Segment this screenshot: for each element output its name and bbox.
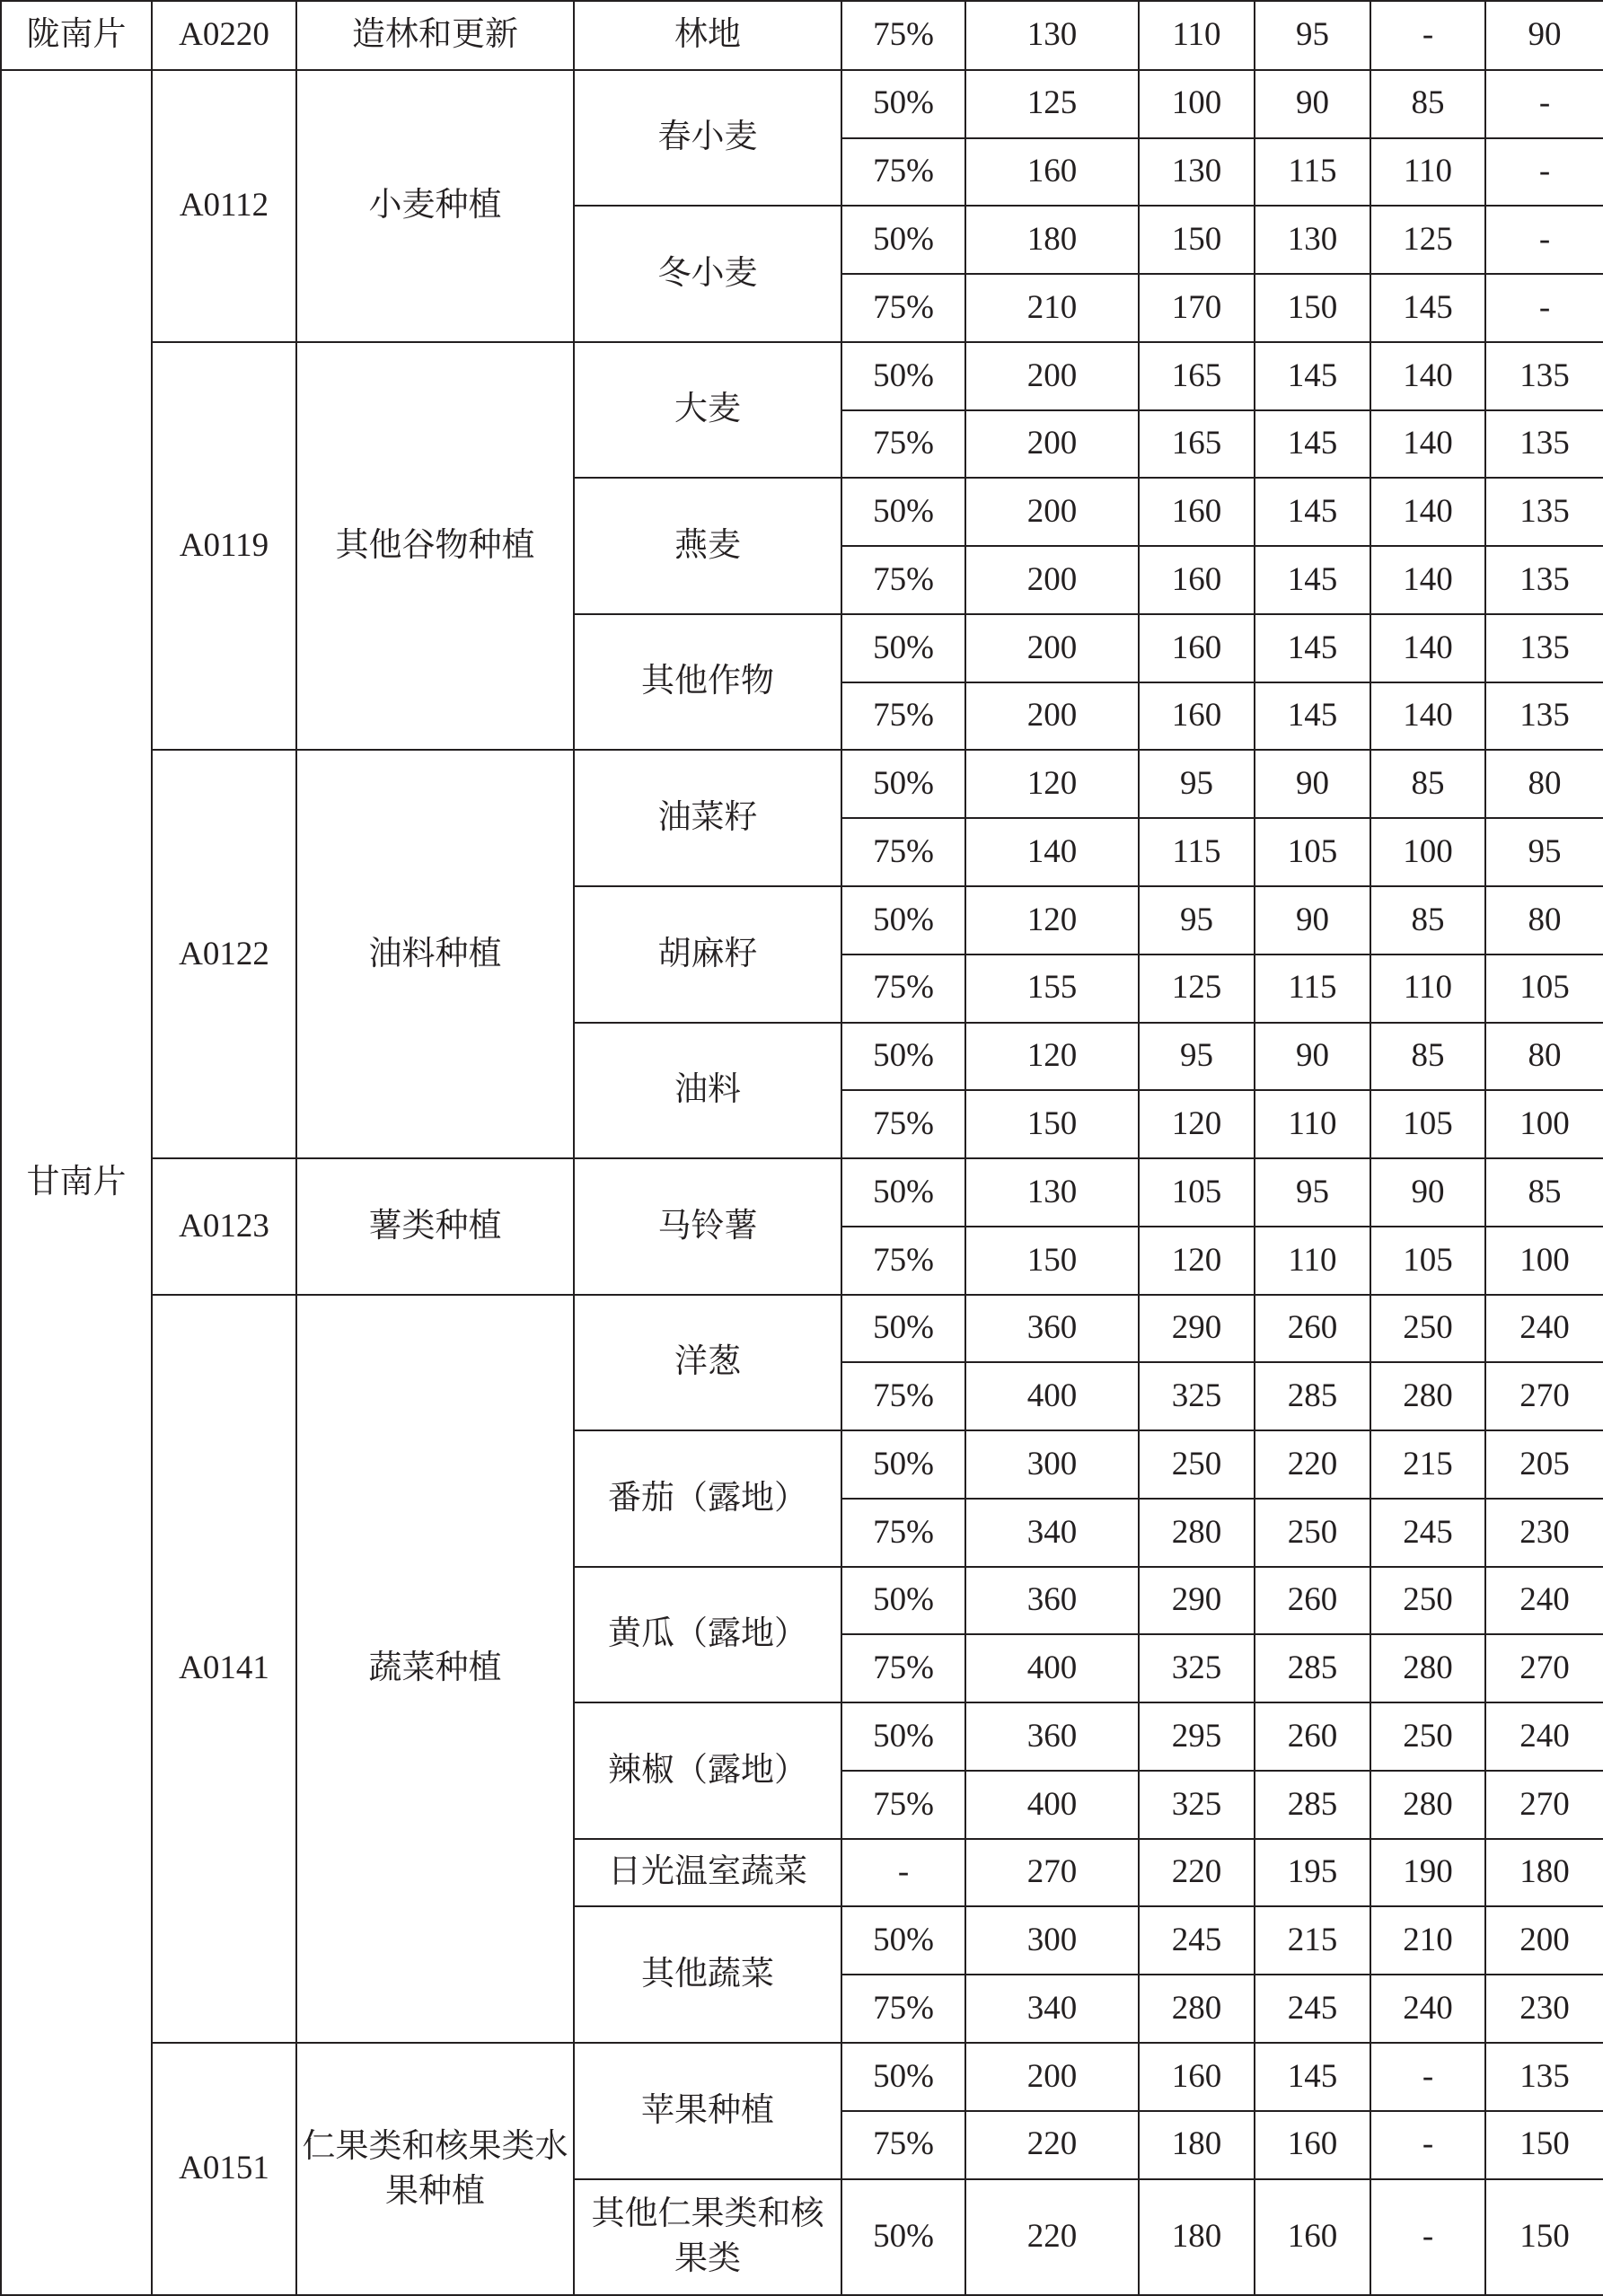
quota-value-cell: 180 (1139, 2179, 1255, 2295)
quota-value-cell: 85 (1485, 1158, 1603, 1227)
quota-value-cell: 300 (965, 1430, 1139, 1499)
quota-value-cell: - (1370, 1, 1485, 70)
quota-value-cell: 100 (1485, 1090, 1603, 1158)
crop-cell: 林地 (574, 1, 841, 70)
quota-value-cell: 240 (1370, 1975, 1485, 2043)
industry-code-cell: A0119 (152, 342, 296, 751)
quota-value-cell: 160 (1139, 546, 1255, 614)
quota-value-cell: 135 (1485, 410, 1603, 479)
guarantee-rate-cell: 75% (841, 1362, 965, 1430)
quota-value-cell: 280 (1139, 1499, 1255, 1567)
quota-value-cell: 200 (965, 614, 1139, 682)
quota-value-cell: 270 (1485, 1634, 1603, 1702)
quota-value-cell: 195 (1255, 1839, 1370, 1907)
quota-value-cell: 280 (1139, 1975, 1255, 2043)
quota-value-cell: 120 (1139, 1090, 1255, 1158)
guarantee-rate-cell: 75% (841, 1771, 965, 1839)
quota-value-cell: 200 (965, 342, 1139, 410)
quota-value-cell: 290 (1139, 1295, 1255, 1363)
crop-cell: 其他仁果类和核果类 (574, 2179, 841, 2295)
guarantee-rate-cell: 50% (841, 1567, 965, 1635)
crop-cell: 黄瓜（露地） (574, 1567, 841, 1703)
quota-value-cell: 145 (1255, 342, 1370, 410)
guarantee-rate-cell: 50% (841, 886, 965, 954)
quota-value-cell: 260 (1255, 1567, 1370, 1635)
table-row (1, 750, 1603, 818)
quota-value-cell: 260 (1255, 1295, 1370, 1363)
quota-value-cell: 135 (1485, 342, 1603, 410)
quota-value-cell: 360 (965, 1702, 1139, 1771)
quota-value-cell: 85 (1370, 1023, 1485, 1091)
quota-value-cell: 200 (965, 478, 1139, 546)
quota-value-cell: 300 (965, 1906, 1139, 1975)
quota-value-cell: 110 (1139, 1, 1255, 70)
quota-value-cell: 145 (1370, 274, 1485, 342)
quota-value-cell: 200 (965, 2043, 1139, 2111)
quota-value-cell: 250 (1370, 1567, 1485, 1635)
quota-value-cell: 160 (1139, 478, 1255, 546)
quota-value-cell: 105 (1370, 1090, 1485, 1158)
guarantee-rate-cell: 75% (841, 274, 965, 342)
quota-value-cell: 115 (1255, 138, 1370, 207)
quota-value-cell: 220 (965, 2111, 1139, 2179)
quota-value-cell: 90 (1255, 750, 1370, 818)
quota-value-cell: 210 (1370, 1906, 1485, 1975)
quota-value-cell: 400 (965, 1362, 1139, 1430)
guarantee-rate-cell: 50% (841, 1158, 965, 1227)
quota-value-cell: 280 (1370, 1634, 1485, 1702)
quota-value-cell: 120 (965, 1023, 1139, 1091)
crop-cell: 大麦 (574, 342, 841, 479)
guarantee-rate-cell: 50% (841, 614, 965, 682)
quota-value-cell: 245 (1370, 1499, 1485, 1567)
guarantee-rate-cell: 75% (841, 954, 965, 1023)
crop-cell: 油菜籽 (574, 750, 841, 886)
quota-value-cell: 280 (1370, 1771, 1485, 1839)
quota-value-cell: 360 (965, 1567, 1139, 1635)
quota-value-cell: 180 (965, 206, 1139, 274)
quota-value-cell: 125 (1139, 954, 1255, 1023)
industry-code-cell: A0151 (152, 2043, 296, 2295)
industry-name-cell: 蔬菜种植 (296, 1295, 574, 2043)
crop-cell: 油料 (574, 1023, 841, 1159)
quota-value-cell: 150 (1485, 2111, 1603, 2179)
quota-value-cell: 240 (1485, 1295, 1603, 1363)
quota-value-cell: - (1370, 2043, 1485, 2111)
quota-value-cell: - (1370, 2111, 1485, 2179)
quota-value-cell: 160 (1255, 2111, 1370, 2179)
quota-value-cell: 110 (1255, 1227, 1370, 1295)
quota-value-cell: 105 (1485, 954, 1603, 1023)
quota-value-cell: 170 (1139, 274, 1255, 342)
quota-value-cell: 140 (1370, 342, 1485, 410)
guarantee-rate-cell: 75% (841, 138, 965, 207)
industry-code-cell: A0123 (152, 1158, 296, 1295)
quota-value-cell: 135 (1485, 614, 1603, 682)
quota-value-cell: 250 (1370, 1295, 1485, 1363)
quota-value-cell: 145 (1255, 682, 1370, 751)
quota-value-cell: 85 (1370, 70, 1485, 138)
quota-value-cell: 325 (1139, 1634, 1255, 1702)
quota-value-cell: 150 (965, 1090, 1139, 1158)
quota-value-cell: 260 (1255, 1702, 1370, 1771)
guarantee-rate-cell: 50% (841, 1702, 965, 1771)
guarantee-rate-cell: 50% (841, 2043, 965, 2111)
guarantee-rate-cell: 75% (841, 1975, 965, 2043)
guarantee-rate-cell: 75% (841, 1090, 965, 1158)
table-body (1, 1, 1603, 2295)
industry-code-cell: A0112 (152, 70, 296, 342)
industry-name-cell: 油料种植 (296, 750, 574, 1158)
quota-value-cell: - (1485, 274, 1603, 342)
quota-value-cell: 100 (1485, 1227, 1603, 1295)
industry-name-cell: 仁果类和核果类水果种植 (296, 2043, 574, 2295)
quota-value-cell: 140 (1370, 614, 1485, 682)
quota-value-cell: - (1485, 206, 1603, 274)
guarantee-rate-cell: 75% (841, 546, 965, 614)
quota-value-cell: 325 (1139, 1771, 1255, 1839)
quota-value-cell: 165 (1139, 410, 1255, 479)
crop-cell: 洋葱 (574, 1295, 841, 1431)
guarantee-rate-cell: 75% (841, 410, 965, 479)
quota-value-cell: 340 (965, 1975, 1139, 2043)
industry-name-cell: 小麦种植 (296, 70, 574, 342)
crop-cell: 苹果种植 (574, 2043, 841, 2179)
quota-value-cell: 270 (1485, 1771, 1603, 1839)
quota-value-cell: 95 (1139, 1023, 1255, 1091)
industry-name-cell: 薯类种植 (296, 1158, 574, 1295)
quota-value-cell: 230 (1485, 1499, 1603, 1567)
quota-value-cell: 200 (965, 410, 1139, 479)
quota-value-cell: 90 (1370, 1158, 1485, 1227)
quota-value-cell: 105 (1370, 1227, 1485, 1295)
region-cell: 陇南片 (1, 1, 152, 70)
quota-value-cell: 245 (1139, 1906, 1255, 1975)
quota-value-cell: 110 (1255, 1090, 1370, 1158)
quota-value-cell: 120 (1139, 1227, 1255, 1295)
quota-value-cell: 215 (1255, 1906, 1370, 1975)
quota-value-cell: 130 (965, 1158, 1139, 1227)
quota-value-cell: 215 (1370, 1430, 1485, 1499)
guarantee-rate-cell: 50% (841, 2179, 965, 2295)
quota-value-cell: 100 (1139, 70, 1255, 138)
quota-value-cell: 400 (965, 1771, 1139, 1839)
quota-value-cell: 160 (1255, 2179, 1370, 2295)
guarantee-rate-cell: 50% (841, 342, 965, 410)
quota-value-cell: 220 (965, 2179, 1139, 2295)
quota-value-cell: 250 (1255, 1499, 1370, 1567)
quota-value-cell: 85 (1370, 886, 1485, 954)
crop-cell: 春小麦 (574, 70, 841, 207)
guarantee-rate-cell: 50% (841, 206, 965, 274)
quota-value-cell: 140 (1370, 546, 1485, 614)
quota-value-cell: - (1485, 70, 1603, 138)
quota-value-cell: 90 (1255, 886, 1370, 954)
quota-value-cell: 145 (1255, 2043, 1370, 2111)
quota-value-cell: 360 (965, 1295, 1139, 1363)
quota-value-cell: 80 (1485, 886, 1603, 954)
crop-cell: 辣椒（露地） (574, 1702, 841, 1839)
quota-value-cell: 160 (1139, 682, 1255, 751)
guarantee-rate-cell: 50% (841, 70, 965, 138)
industry-name-cell: 其他谷物种植 (296, 342, 574, 751)
quota-value-cell: 85 (1370, 750, 1485, 818)
quota-value-cell: 115 (1139, 818, 1255, 886)
quota-value-cell: 120 (965, 750, 1139, 818)
quota-value-cell: 145 (1255, 410, 1370, 479)
quota-value-cell: 135 (1485, 478, 1603, 546)
quota-value-cell: 105 (1139, 1158, 1255, 1227)
quota-value-cell: 295 (1139, 1702, 1255, 1771)
quota-value-cell: 145 (1255, 546, 1370, 614)
quota-value-cell: 90 (1255, 1023, 1370, 1091)
quota-value-cell: 150 (965, 1227, 1139, 1295)
table-row (1, 1295, 1603, 1363)
quota-value-cell: 285 (1255, 1634, 1370, 1702)
quota-value-cell: 80 (1485, 750, 1603, 818)
quota-value-cell: 285 (1255, 1362, 1370, 1430)
quota-value-cell: 160 (965, 138, 1139, 207)
quota-value-cell: 250 (1139, 1430, 1255, 1499)
guarantee-rate-cell: 50% (841, 1906, 965, 1975)
guarantee-rate-cell: 75% (841, 1634, 965, 1702)
quota-value-cell: 95 (1139, 750, 1255, 818)
quota-value-cell: 220 (1255, 1430, 1370, 1499)
crop-cell: 胡麻籽 (574, 886, 841, 1023)
quota-value-cell: 205 (1485, 1430, 1603, 1499)
quota-value-cell: 140 (1370, 478, 1485, 546)
quota-value-cell: 210 (965, 274, 1139, 342)
quota-value-cell: 110 (1370, 138, 1485, 207)
quota-value-cell: 125 (965, 70, 1139, 138)
quota-value-cell: 245 (1255, 1975, 1370, 2043)
quota-value-cell: 270 (965, 1839, 1139, 1907)
crop-cell: 日光温室蔬菜 (574, 1839, 841, 1907)
quota-value-cell: 135 (1485, 2043, 1603, 2111)
table-row (1, 70, 1603, 138)
quota-value-cell: 90 (1485, 1, 1603, 70)
quota-value-cell: 150 (1485, 2179, 1603, 2295)
quota-value-cell: 130 (1255, 206, 1370, 274)
quota-value-cell: 290 (1139, 1567, 1255, 1635)
quota-value-cell: 340 (965, 1499, 1139, 1567)
guarantee-rate-cell: 50% (841, 750, 965, 818)
quota-value-cell: 155 (965, 954, 1139, 1023)
region-cell: 甘南片 (1, 70, 152, 2295)
table-row (1, 2043, 1603, 2111)
industry-code-cell: A0122 (152, 750, 296, 1158)
quota-value-cell: - (1485, 138, 1603, 207)
quota-value-cell: 160 (1139, 614, 1255, 682)
quota-value-cell: 200 (965, 682, 1139, 751)
industry-code-cell: A0220 (152, 1, 296, 70)
quota-value-cell: 105 (1255, 818, 1370, 886)
guarantee-rate-cell: 50% (841, 1295, 965, 1363)
quota-value-cell: 150 (1255, 274, 1370, 342)
quota-value-cell: 140 (1370, 682, 1485, 751)
quota-value-cell: 145 (1255, 614, 1370, 682)
quota-value-cell: 240 (1485, 1567, 1603, 1635)
quota-value-cell: 110 (1370, 954, 1485, 1023)
quota-value-cell: 100 (1370, 818, 1485, 886)
quota-value-cell: 120 (965, 886, 1139, 954)
guarantee-rate-cell: - (841, 1839, 965, 1907)
guarantee-rate-cell: 75% (841, 1, 965, 70)
quota-value-cell: 285 (1255, 1771, 1370, 1839)
quota-value-cell: 125 (1370, 206, 1485, 274)
quota-value-cell: - (1370, 2179, 1485, 2295)
crop-cell: 冬小麦 (574, 206, 841, 342)
quota-value-cell: 280 (1370, 1362, 1485, 1430)
quota-value-cell: 95 (1255, 1158, 1370, 1227)
guarantee-rate-cell: 75% (841, 1227, 965, 1295)
guarantee-rate-cell: 50% (841, 1430, 965, 1499)
quota-value-cell: 230 (1485, 1975, 1603, 2043)
quota-value-cell: 200 (965, 546, 1139, 614)
quota-value-cell: 135 (1485, 546, 1603, 614)
guarantee-rate-cell: 75% (841, 1499, 965, 1567)
quota-value-cell: 140 (965, 818, 1139, 886)
table-row (1, 1, 1603, 70)
table-row (1, 1158, 1603, 1227)
quota-value-cell: 95 (1139, 886, 1255, 954)
guarantee-rate-cell: 75% (841, 2111, 965, 2179)
quota-value-cell: 180 (1139, 2111, 1255, 2179)
quota-value-cell: 325 (1139, 1362, 1255, 1430)
quota-value-cell: 180 (1485, 1839, 1603, 1907)
quota-value-cell: 115 (1255, 954, 1370, 1023)
quota-value-cell: 90 (1255, 70, 1370, 138)
quota-value-cell: 240 (1485, 1702, 1603, 1771)
table-row (1, 342, 1603, 410)
quota-value-cell: 220 (1139, 1839, 1255, 1907)
guarantee-rate-cell: 75% (841, 818, 965, 886)
quota-value-cell: 200 (1485, 1906, 1603, 1975)
quota-value-cell: 140 (1370, 410, 1485, 479)
guarantee-rate-cell: 50% (841, 478, 965, 546)
quota-value-cell: 160 (1139, 2043, 1255, 2111)
quota-value-cell: 190 (1370, 1839, 1485, 1907)
industry-name-cell: 造林和更新 (296, 1, 574, 70)
quota-value-cell: 135 (1485, 682, 1603, 751)
crop-cell: 其他作物 (574, 614, 841, 751)
guarantee-rate-cell: 75% (841, 682, 965, 751)
quota-value-cell: 250 (1370, 1702, 1485, 1771)
quota-value-cell: 130 (965, 1, 1139, 70)
quota-value-cell: 150 (1139, 206, 1255, 274)
industry-code-cell: A0141 (152, 1295, 296, 2043)
quota-value-cell: 400 (965, 1634, 1139, 1702)
quota-value-cell: 95 (1255, 1, 1370, 70)
crop-cell: 燕麦 (574, 478, 841, 614)
quota-value-cell: 145 (1255, 478, 1370, 546)
quota-value-cell: 95 (1485, 818, 1603, 886)
crop-cell: 马铃薯 (574, 1158, 841, 1295)
quota-value-cell: 80 (1485, 1023, 1603, 1091)
quota-value-cell: 270 (1485, 1362, 1603, 1430)
crop-cell: 番茄（露地） (574, 1430, 841, 1567)
quota-value-cell: 130 (1139, 138, 1255, 207)
crop-cell: 其他蔬菜 (574, 1906, 841, 2043)
guarantee-rate-cell: 50% (841, 1023, 965, 1091)
quota-value-cell: 165 (1139, 342, 1255, 410)
